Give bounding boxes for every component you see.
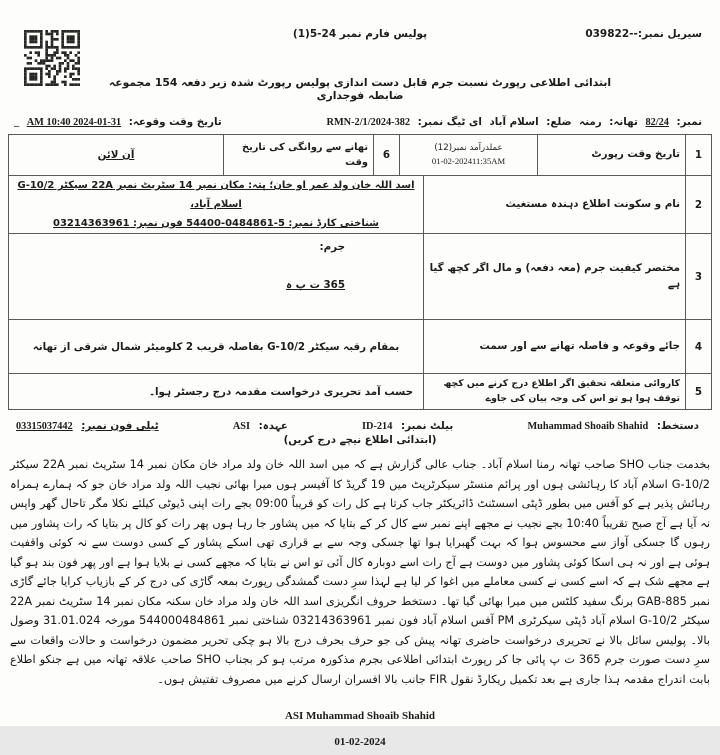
- table-row-4: [9, 319, 711, 373]
- table-row-1: [9, 135, 711, 175]
- row3-number: 3: [685, 234, 711, 319]
- occurrence-tail: _: [14, 117, 20, 128]
- signature-pair: [527, 420, 704, 432]
- meta-left-group: [14, 116, 226, 128]
- signature-label: دستخط:: [656, 420, 699, 432]
- qr-code: [24, 30, 80, 86]
- officer-line: [0, 420, 720, 432]
- row5-header: کاروائی متعلقہ تحقیق اگر اطلاع درج کرنے میں کچھ توقف ہوا ہو تو اس کی وجہ بیان کی جاوے: [423, 374, 685, 409]
- report-subtitle: ابتدائی اطلاعی رپورٹ نسبت جرم قابل دست اندازی پولیس رپورٹ شدہ زیر دفعہ 154 مجموعہ ضابطہ فوجداری: [108, 76, 612, 102]
- complainant-line1: اسد اللہ خان ولد عمر او خان؛ پتہ: مکان نمبر 14 سٹریٹ نمبر 22A سیکٹر G-10/2 اسلام آباد،: [17, 180, 415, 210]
- initial-report-note: (ابتدائی اطلاع نیچے درج کریں): [283, 434, 437, 446]
- report-datetime: 01-02-202411:35AM: [431, 156, 506, 166]
- etag-label: ای ٹیگ نمبر:: [417, 116, 482, 128]
- fir-body-text: بخدمت جناب SHO صاحب تھانہ رمنا اسلام آباد۔ جناب عالی گزارش ہے کہ میں اسد اللہ خان ولد مراد خان مکان نمبر 14 سٹریٹ نمبر 22A سیکٹر G-10/2 اسلام آباد کا رہائشی ہوں اور پرائم منسٹر سیکرٹریٹ میں 19 گریڈ کا آفیسر ہوں میرا بھائی نجیب اللہ ولد مراد خان جو کہ ہمارے ہمراہ رہائش پذیر ہے کو آفس میں بطور ڈپٹی اسسٹنٹ ڈائریکٹر جاب کرتا ہے کل رات کو قریباً 09:00 بجے رات اپنی ڈیوٹی کیلئے نکلا مگر تاحال گھر واپس نہ آیا ہے آج صبح تقریباً 10:40 بجے نجیب نے مجھے اپنے نمبر سے کال کر کے بتایا کہ میں پشاور جا رہا ہوں پھر رات کو کال پر بتایا کہ رات پشاور میں رہوں گا جسکی آواز سے محسوس ہوا کہ بہت گھبرایا ہوا تھا جسکی وجہ سے بے قراری تھی اسکے پشاور کے کسی دوست سے نہ کوئی واقفیت ہوئی ہے اور نہ ہی اسکا کوئی پشاور میں دوست ہے آج رات اسے دوبارہ کال آئی تو اس نے بتایا کہ مجھے کسی نے بلایا ہوا ہے اور پھر فون بند ہو گیا ہے مجھے شک ہے کہ اسے کسی نے کسی معاملے میں اغوا کر لیا ہے لہذا سرِ دست گمشدگی رپورٹ بمعہ گاڑی کی درج کر کے بازیاب کرایا جائے گاڑی نمبر GAB-885 برنگ سفید کلٹس میں میرا بھائی گیا تھا۔ دستخط حروف انگریزی اسد اللہ خان ولد مراد خان سکنہ مکان نمبر 14 سٹریٹ نمبر 22A سیکٹر G-10/2 اسلام آباد ڈپٹی سیکرٹری PM آفس اسلام آباد فون نمبر 03214363961 شناختی نمبر 544000484861 مورخہ 31.01.024 وصول بالا۔ پولیس سائل بالا نے تحریری درخواست حاضری تھانہ پیش کی جو حرف بحرف درج بالا ہو چکی تحریر مضمون درخواست و حالات واقعات سے سرِ دست صورت جرم 365 ت پ پائی جا کر رپورٹ ابتدائی اطلاعی بجرم مذکورہ مرتب ہو کر بجناب SHO صاحب علاقہ تھانہ میں ہے جنکو اطلاع بابت اندراج مقدمہ ہذا جاری ہے بعد تکمیل ریکارڈ نقول FIR جانب بالا افسران ارسال کرنے میں مصروف تفتیش ہوں۔: [10, 458, 710, 686]
- row2-number: 2: [685, 176, 711, 233]
- row4-header: جائے وقوعہ و فاصلہ تھانے سے اور سمت: [423, 320, 685, 373]
- occurrence-value: 31-01-2024 10:40 AM: [26, 117, 122, 128]
- station-value: رمنہ: [579, 116, 602, 128]
- crime-label: جرم:: [319, 241, 345, 253]
- fir-no-label: نمبر:: [676, 116, 702, 128]
- table-row-3: [9, 233, 711, 319]
- form-number-title: پولیس فارم نمبر 24-5(1): [292, 28, 428, 40]
- belt-label: بیلٹ نمبر:: [400, 420, 454, 432]
- departure-value: آن لائن: [97, 149, 135, 161]
- report-ref: عملدرآمد نمبر(12): [434, 143, 503, 154]
- officer-name: Muhammad Shoaib Shahid: [527, 421, 649, 432]
- district-label: ضلع:: [546, 116, 572, 128]
- phone-number: 03315037442: [16, 421, 73, 432]
- footer-officer-name: ASI Muhammad Shoaib Shahid: [284, 710, 436, 722]
- row4-value: بمقام رقبہ سیکٹر G-10/2 بفاصلہ قریب 2 کلومیٹر شمال شرقی از تھانہ: [32, 340, 400, 353]
- rank-value: ASI: [232, 421, 251, 432]
- document-header: [0, 0, 720, 54]
- row6-number: 6: [373, 135, 399, 175]
- fir-table: [8, 134, 712, 410]
- phone-label: ٹیلی فون نمبر:: [81, 420, 159, 432]
- footer-signature: [0, 703, 720, 755]
- table-row-5: [9, 373, 711, 409]
- row6-value: [9, 135, 223, 175]
- phone-pair: [16, 420, 164, 432]
- occurrence-label: تاریخ وقت وقوعہ:: [128, 116, 222, 128]
- footer-date: 01-02-2024: [334, 736, 386, 748]
- meta-right-group: [327, 116, 706, 128]
- belt-number: 214-ID: [362, 421, 393, 432]
- row1-header: تاریخ وقت رپورٹ: [537, 135, 685, 175]
- fir-no-value: 82/24: [645, 117, 669, 128]
- belt-pair: [362, 420, 458, 432]
- row5-number: 5: [685, 374, 711, 409]
- complainant-line2: شناختی کارڈ نمبر: 5-0484861-54400 فون نمبر: 03214363961: [53, 218, 379, 229]
- row4-number: 4: [685, 320, 711, 373]
- row2-header: نام و سکونت اطلاع دہندہ مستغیث: [423, 176, 685, 233]
- row6-header: تھانے سے روانگی کی تاریخ وقت: [223, 135, 373, 175]
- row5-value: حسب آمد تحریری درخواست مقدمہ درج رجسٹر ہوا۔: [148, 385, 413, 398]
- row1-number: 1: [685, 135, 711, 175]
- station-label: تھانہ:: [609, 116, 638, 128]
- rank-pair: [233, 420, 293, 432]
- row2-value: [9, 176, 423, 233]
- row1-value: [399, 135, 537, 175]
- district-value: اسلام آباد: [489, 116, 539, 128]
- etag-value: RMN-2/1/2024-382: [326, 117, 411, 128]
- row3-header: مختصر کیفیت جرم (معہ دفعہ) و مال اگر کچھ گیا ہے: [423, 234, 685, 319]
- crime-section: 365 ت پ ہ: [286, 279, 345, 291]
- table-row-2: [9, 175, 711, 233]
- row3-value: [9, 234, 423, 319]
- meta-line: [0, 116, 720, 128]
- rank-label: عہدہ:: [258, 420, 288, 432]
- serial-number: سیریل نمبر:--039822: [585, 28, 702, 40]
